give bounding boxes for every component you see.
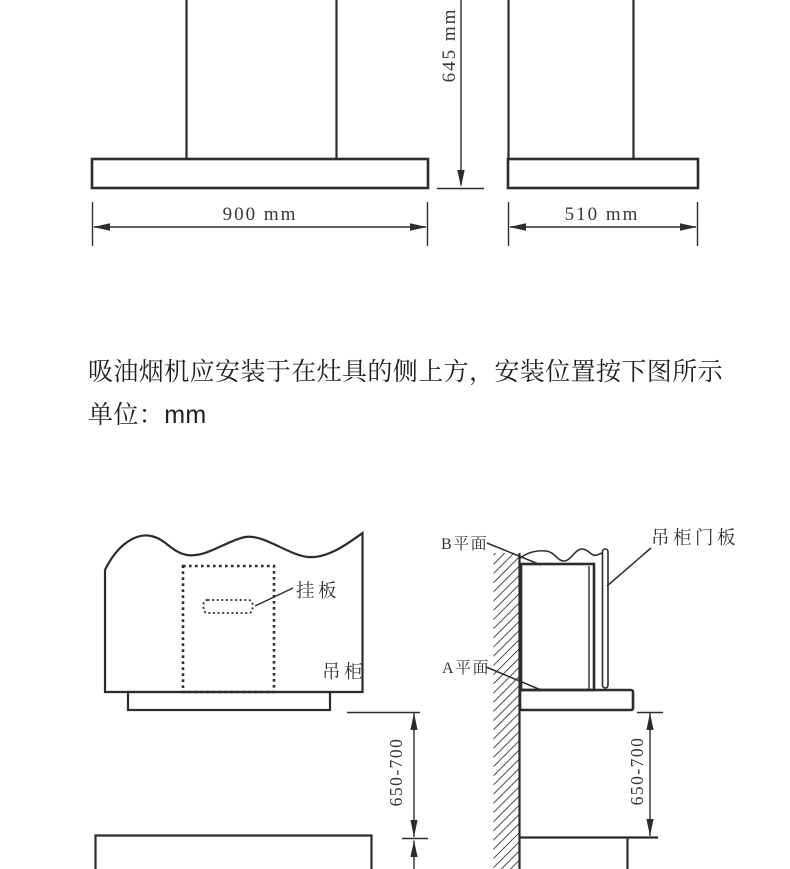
unit-note-text: 单位：mm — [88, 401, 207, 429]
break-wave-line — [519, 549, 602, 561]
cabinet-side-box — [521, 564, 594, 690]
cabinet-door-panel — [603, 549, 609, 688]
arrowhead-right — [680, 223, 697, 231]
cabinet-shelf — [520, 690, 633, 710]
plane-a-label: A平面 — [442, 660, 491, 677]
hanger-plate-slot — [204, 600, 253, 613]
hanger-plate-label: 挂板 — [296, 582, 341, 602]
hood-canopy-outline — [92, 159, 428, 188]
cabinet-bottom-panel — [128, 692, 330, 710]
arrowhead-up — [410, 713, 417, 730]
arrowhead-down — [457, 170, 464, 187]
arrowhead-up — [646, 713, 653, 730]
cabinet-door-label: 吊柜门板 — [651, 529, 740, 549]
front-width-dimension — [93, 202, 428, 246]
mount-height-dimension-left — [347, 713, 428, 869]
arrowhead-left — [509, 223, 526, 231]
front-width-value: 900 mm — [222, 204, 298, 225]
side-depth-dimension — [509, 202, 698, 246]
stove-outline — [96, 836, 372, 869]
hood-position-dashed-outline — [183, 566, 274, 692]
cabinet-door-leader-line — [607, 548, 651, 586]
plane-b-label: B平面 — [441, 536, 489, 553]
arrowhead-down — [646, 819, 653, 836]
wall-hatch — [494, 553, 520, 869]
arrowhead-right — [410, 223, 427, 231]
hood-height-value: 645 mm — [439, 7, 460, 83]
arrowhead-down — [410, 820, 417, 837]
install-instruction-text: 吸油烟机应安装于在灶具的侧上方，安装位置按下图所示 — [88, 358, 724, 386]
hood-height-dimension — [437, 0, 484, 189]
cabinet-label: 吊柜 — [322, 663, 367, 683]
hood-canopy-side-outline — [508, 159, 698, 188]
install-front-diagram — [96, 533, 372, 869]
hood-front-view — [92, 0, 428, 188]
install-side-diagram — [441, 528, 739, 869]
mount-height-dimension-right — [627, 713, 663, 837]
side-depth-value: 510 mm — [564, 204, 640, 225]
hood-side-view — [508, 0, 698, 188]
arrowhead-left — [93, 223, 110, 231]
mount-height-value-left: 650-700 — [386, 737, 406, 807]
mount-height-value-right: 650-700 — [627, 736, 647, 806]
